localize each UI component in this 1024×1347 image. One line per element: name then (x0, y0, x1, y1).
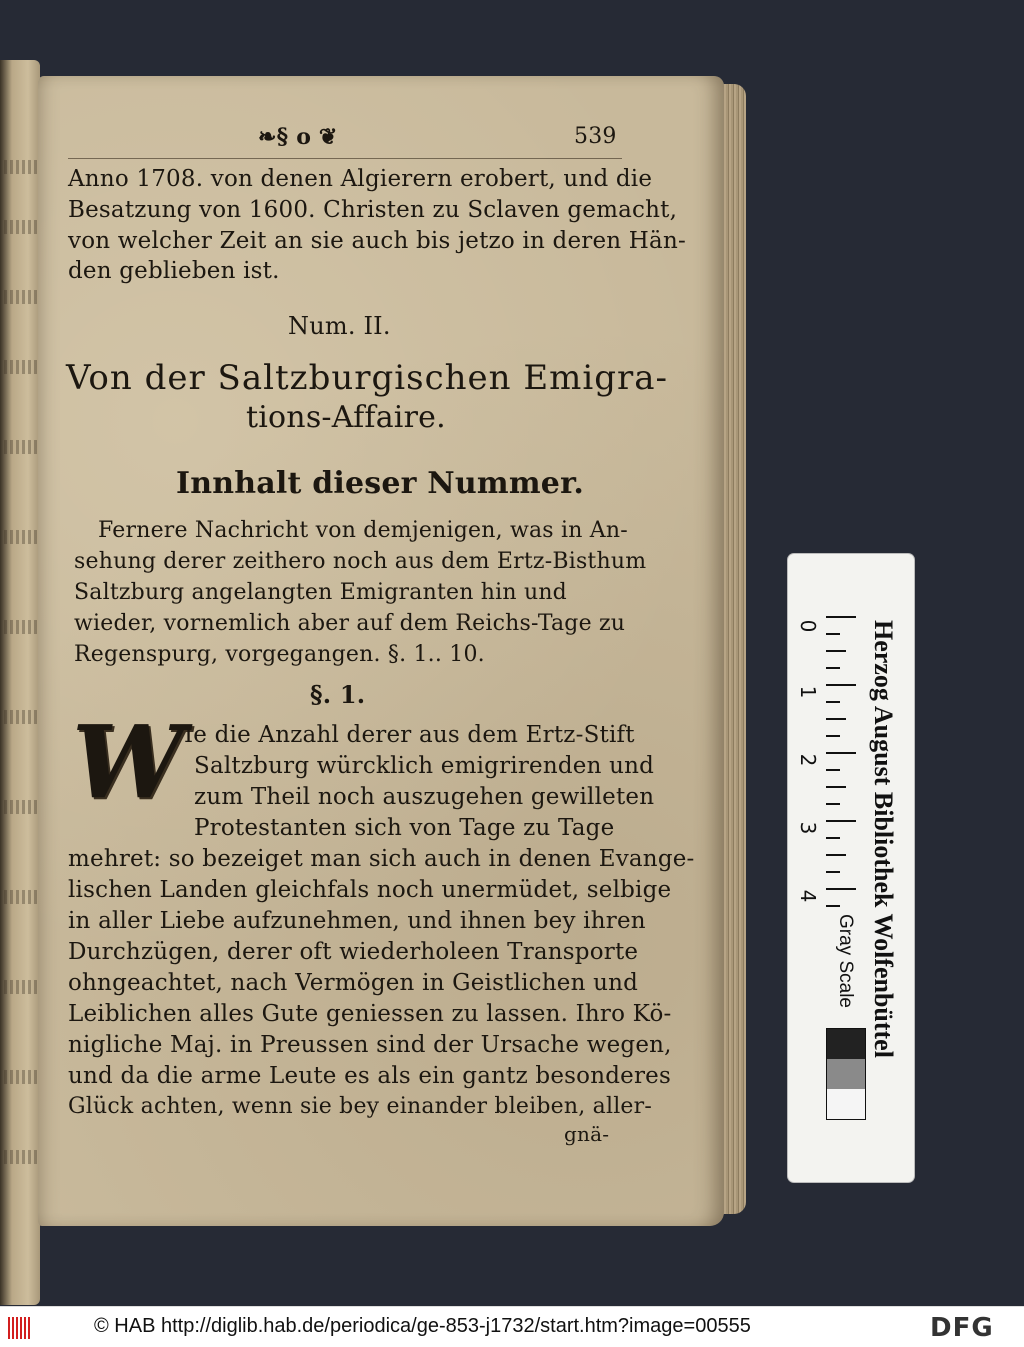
ruler-label: Herzog August Bibliothek Wolfenbüttel (869, 620, 898, 1058)
text-line: Leiblichen alles Gute geniessen zu lassen. Ihro Kö- (68, 1001, 672, 1027)
page-number: 539 (574, 124, 617, 149)
ruler-number: 0 (796, 619, 820, 633)
section-sign: §. 1. (310, 680, 366, 709)
text-line: Saltzburg würcklich emigrirenden und (194, 753, 655, 779)
ruler-number: 3 (796, 821, 820, 835)
summary-line: Regenspurg, vorgegangen. §. 1.. 10. (74, 642, 485, 667)
dfg-logo: DFG (930, 1313, 994, 1343)
header-rule (68, 158, 622, 159)
text-line: und da die arme Leute es als ein gantz besonderes (68, 1063, 671, 1089)
ruler-ticks (826, 616, 856, 916)
text-line: zum Theil noch auszugehen gewilleten (194, 784, 655, 810)
source-credit-link[interactable]: © HAB http://diglib.hab.de/periodica/ge-853-j1732/start.htm?image=00555 (94, 1315, 751, 1337)
decorated-initial: W (72, 703, 185, 821)
gray-scale-swatches (826, 1028, 866, 1120)
gray-scale-label: Gray Scale (835, 914, 856, 1008)
footer-bar (0, 1306, 1024, 1347)
barcode-icon (8, 1317, 30, 1339)
swatch-dark (827, 1029, 865, 1059)
ruler-number: 1 (796, 685, 820, 699)
summary-line: sehung derer zeithero noch aus dem Ertz-Bisthum (74, 549, 647, 574)
summary-line: Saltzburg angelangten Emigranten hin und (74, 580, 567, 605)
text-line: den geblieben ist. (68, 258, 280, 284)
text-line: Protestanten sich von Tage zu Tage (194, 815, 615, 841)
ruler-number: 2 (796, 753, 820, 767)
catchword: gnä- (564, 1122, 610, 1146)
text-line: von welcher Zeit an sie auch bis jetzo in deren Hän- (68, 228, 686, 254)
swatch-light (827, 1089, 865, 1119)
text-line: Durchzügen, derer oft wiederholeen Transporte (68, 939, 639, 965)
section-title-line-2: tions-Affaire. (246, 400, 446, 435)
contents-heading: Innhalt dieser Nummer. (176, 466, 584, 501)
ruler-number: 4 (796, 889, 820, 903)
text-line: lischen Landen gleichfals noch unermüdet, selbige (68, 877, 672, 903)
adjacent-page-strip (0, 60, 40, 1305)
text-line: Ie die Anzahl derer aus dem Ertz-Stift (184, 722, 635, 748)
text-line: Glück achten, wenn sie bey einander bleiben, aller- (68, 1094, 653, 1119)
text-line: in aller Liebe aufzunehmen, und ihnen bey ihren (68, 908, 646, 934)
summary-line: wieder, vornemlich aber auf dem Reichs-Tage zu (74, 611, 626, 636)
swatch-mid (827, 1059, 865, 1089)
text-line: Besatzung von 1600. Christen zu Sclaven gemacht, (68, 197, 678, 223)
text-line: nigliche Maj. in Preussen sind der Ursache wegen, (68, 1032, 672, 1058)
header-ornament: ❧§ o ❦ (258, 124, 338, 150)
text-line: mehret: so bezeiget man sich auch in denen Evange- (68, 846, 695, 872)
text-line: Anno 1708. von denen Algierern erobert, und die (68, 166, 653, 192)
section-title-line-1: Von der Saltzburgischen Emigra- (66, 358, 669, 398)
summary-line: Fernere Nachricht von demjenigen, was in An- (98, 518, 628, 543)
text-line: ohngeachtet, nach Vermögen in Geistlichen und (68, 970, 639, 996)
number-heading: Num. II. (288, 312, 391, 340)
